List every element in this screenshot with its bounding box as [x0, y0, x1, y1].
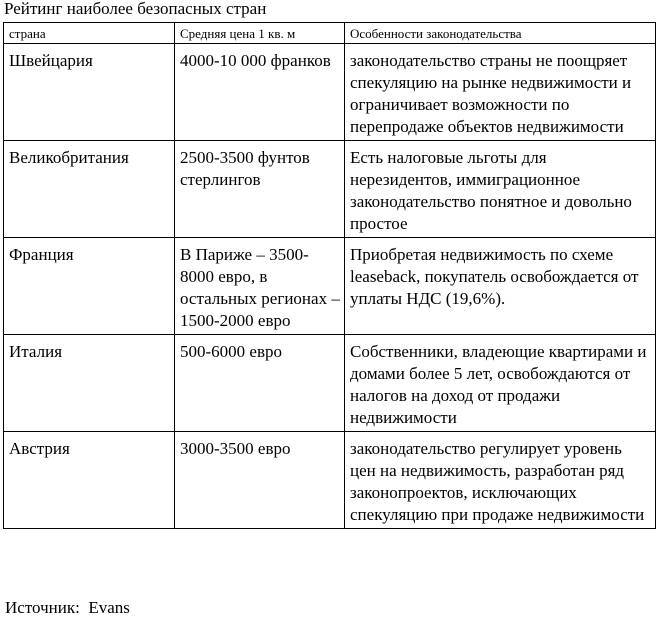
rating-table	[3, 22, 656, 529]
table-row	[4, 335, 656, 432]
source-note: Источник: Evans	[5, 598, 130, 617]
cell-price: 4000-10 000 франков	[175, 44, 345, 141]
cell-price: 3000-3500 евро	[175, 432, 345, 529]
table-row	[4, 238, 656, 335]
table-row	[4, 44, 656, 141]
cell-features: законодательство регулирует уровень цен на недвижимость, разработан ряд законопроектов, исключающих спекуляцию при продаже недвижимости	[345, 432, 656, 529]
cell-features: Приобретая недвижимость по схеме leaseback, покупатель освобождается от уплаты НДС (19,6%).	[345, 238, 656, 335]
header-price: Средняя цена 1 кв. м	[175, 23, 345, 44]
cell-features: Есть налоговые льготы для нерезидентов, иммиграционное законодательство понятное и довольно простое	[345, 141, 656, 238]
header-country: страна	[4, 23, 175, 44]
cell-features: Собственники, владеющие квартирами и домами более 5 лет, освобождаются от налогов на доход от продажи недвижимости	[345, 335, 656, 432]
table-row	[4, 141, 656, 238]
table-header-row	[4, 23, 656, 44]
cell-country: Австрия	[4, 432, 175, 529]
document-title: Рейтинг наиболее безопасных стран	[4, 0, 267, 18]
cell-country: Италия	[4, 335, 175, 432]
cell-price: 2500-3500 фунтов стерлингов	[175, 141, 345, 238]
cell-country: Великобритания	[4, 141, 175, 238]
cell-price: В Париже – 3500-8000 евро, в остальных регионах – 1500-2000 евро	[175, 238, 345, 335]
cell-features: законодательство страны не поощряет спекуляцию на рынке недвижимости и ограничивает возможности по перепродаже объектов недвижимости	[345, 44, 656, 141]
header-features: Особенности законодательства	[345, 23, 656, 44]
table-row	[4, 432, 656, 529]
cell-price: 500-6000 евро	[175, 335, 345, 432]
cell-country: Франция	[4, 238, 175, 335]
cell-country: Швейцария	[4, 44, 175, 141]
